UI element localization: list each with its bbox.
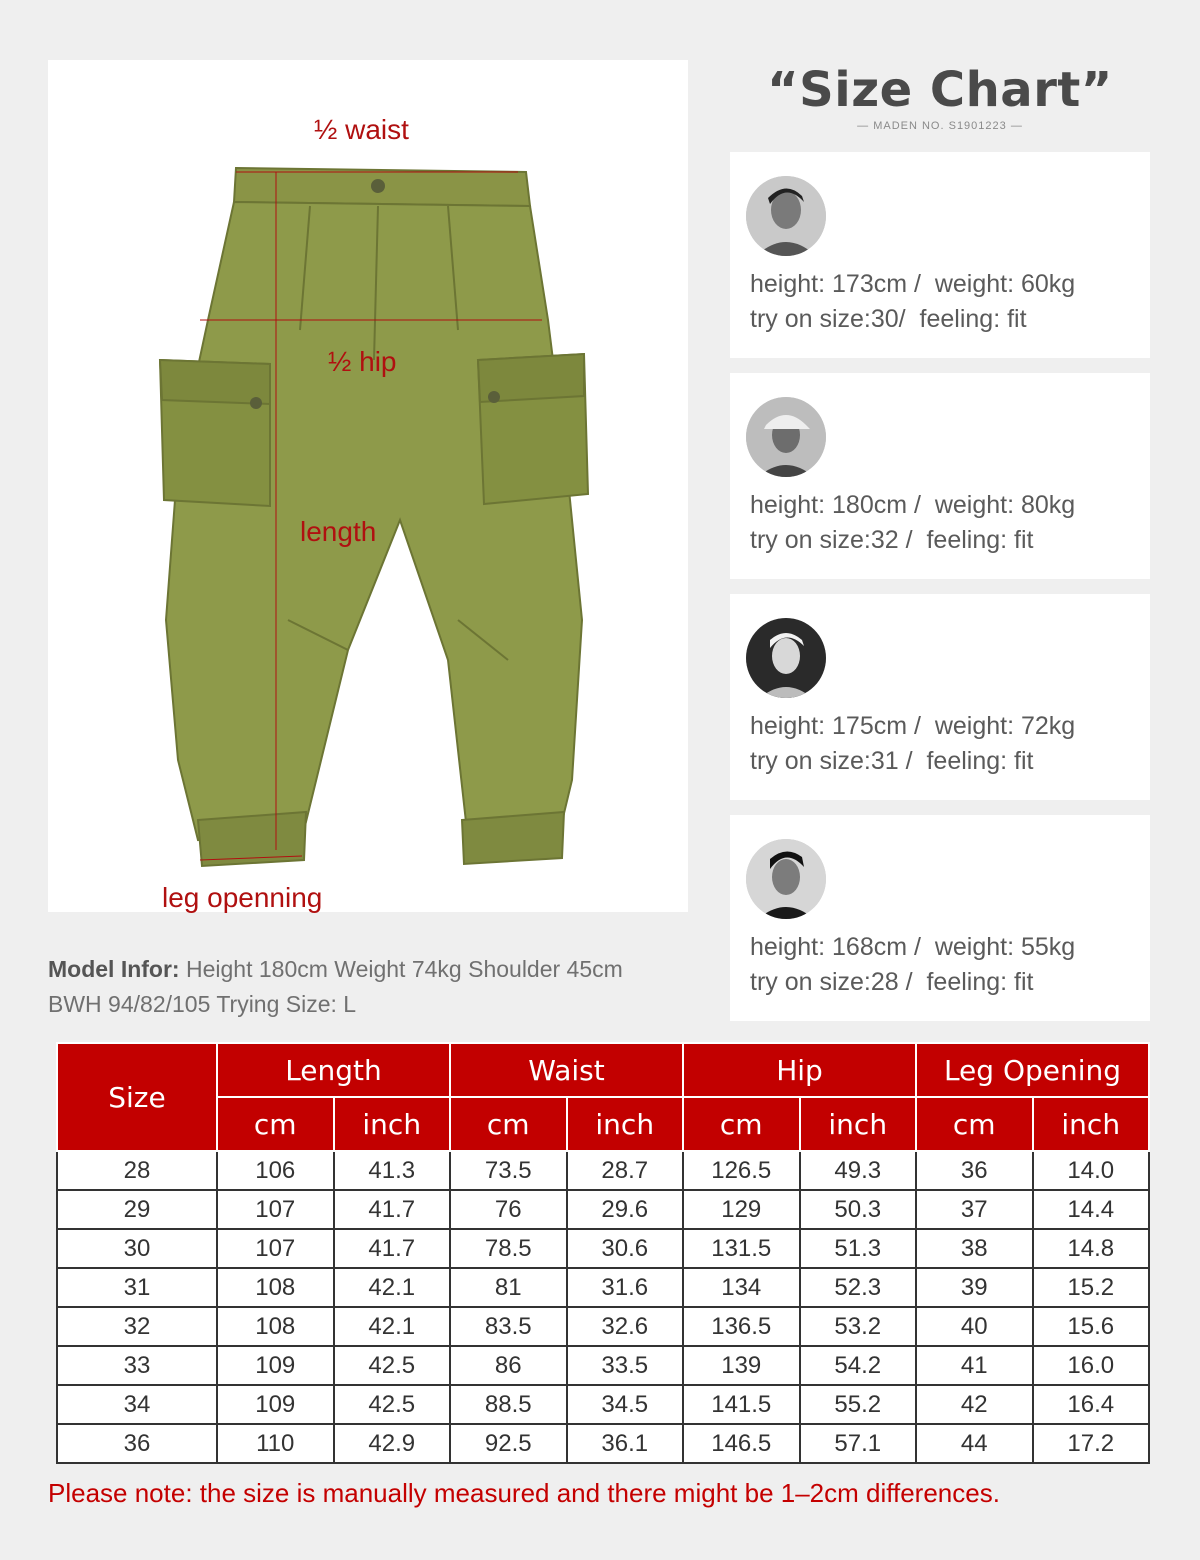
half-waist-label: ½ waist bbox=[314, 114, 409, 145]
measurement-cell: 38 bbox=[916, 1229, 1033, 1268]
measurement-cell: 53.2 bbox=[800, 1307, 917, 1346]
measurement-cell: 131.5 bbox=[683, 1229, 800, 1268]
measurement-cell: 76 bbox=[450, 1190, 567, 1229]
measurement-cell: 28.7 bbox=[567, 1151, 684, 1190]
leg-opening-group-header: Leg Opening bbox=[916, 1043, 1149, 1097]
size-column-header: Size bbox=[57, 1043, 217, 1151]
measurement-cell: 16.0 bbox=[1033, 1346, 1150, 1385]
measurement-cell: 30.6 bbox=[567, 1229, 684, 1268]
leg-opening-label: leg openning bbox=[162, 882, 323, 913]
page-title: “Size Chart” bbox=[767, 62, 1113, 118]
measurement-cell: 39 bbox=[916, 1268, 1033, 1307]
measurement-cell: 16.4 bbox=[1033, 1385, 1150, 1424]
measurement-cell: 40 bbox=[916, 1307, 1033, 1346]
measurement-cell: 73.5 bbox=[450, 1151, 567, 1190]
model-height-weight: height: 175cm / weight: 72kg bbox=[750, 712, 1076, 740]
measurement-cell: 57.1 bbox=[800, 1424, 917, 1463]
unit-header: cm bbox=[450, 1097, 567, 1151]
measurement-cell: 31.6 bbox=[567, 1268, 684, 1307]
measurement-cell: 81 bbox=[450, 1268, 567, 1307]
unit-header: cm bbox=[217, 1097, 334, 1151]
measurement-cell: 42 bbox=[916, 1385, 1033, 1424]
measurement-cell: 107 bbox=[217, 1229, 334, 1268]
table-row bbox=[57, 1190, 1149, 1229]
unit-header: cm bbox=[683, 1097, 800, 1151]
measurement-cell: 42.5 bbox=[334, 1346, 451, 1385]
measurement-cell: 109 bbox=[217, 1346, 334, 1385]
measurement-cell: 34.5 bbox=[567, 1385, 684, 1424]
measurement-cell: 78.5 bbox=[450, 1229, 567, 1268]
measurement-cell: 14.4 bbox=[1033, 1190, 1150, 1229]
measurement-cell: 41 bbox=[916, 1346, 1033, 1385]
model-height-weight: height: 180cm / weight: 80kg bbox=[750, 491, 1076, 519]
model-height-weight: height: 173cm / weight: 60kg bbox=[750, 270, 1076, 298]
measurement-cell: 33.5 bbox=[567, 1346, 684, 1385]
measurement-cell: 41.3 bbox=[334, 1151, 451, 1190]
length-group-header: Length bbox=[217, 1043, 450, 1097]
measurement-cell: 42.5 bbox=[334, 1385, 451, 1424]
model-card bbox=[730, 815, 1150, 1021]
measurement-cell: 32.6 bbox=[567, 1307, 684, 1346]
measurement-cell: 134 bbox=[683, 1268, 800, 1307]
cargo-pants-illustration bbox=[48, 60, 688, 912]
size-note: Please note: the size is manually measured and there might be 1–2cm differences. bbox=[48, 1478, 1000, 1508]
measurement-cell: 41.7 bbox=[334, 1229, 451, 1268]
measurement-cell: 55.2 bbox=[800, 1385, 917, 1424]
table-row bbox=[57, 1307, 1149, 1346]
measurement-cell: 108 bbox=[217, 1268, 334, 1307]
model-avatar-icon bbox=[746, 176, 826, 256]
measurement-cell: 36.1 bbox=[567, 1424, 684, 1463]
measurement-cell: 15.6 bbox=[1033, 1307, 1150, 1346]
unit-header: inch bbox=[800, 1097, 917, 1151]
measurement-cell: 86 bbox=[450, 1346, 567, 1385]
model-info-lead: Model Infor: bbox=[48, 956, 180, 982]
measurement-cell: 126.5 bbox=[683, 1151, 800, 1190]
measurement-cell: 17.2 bbox=[1033, 1424, 1150, 1463]
measurement-cell: 14.8 bbox=[1033, 1229, 1150, 1268]
size-cell: 28 bbox=[57, 1151, 217, 1190]
measurement-cell: 44 bbox=[916, 1424, 1033, 1463]
hip-group-header: Hip bbox=[683, 1043, 916, 1097]
measurement-cell: 42.9 bbox=[334, 1424, 451, 1463]
waist-group-header: Waist bbox=[450, 1043, 683, 1097]
pants-diagram bbox=[48, 60, 688, 912]
measurement-cell: 15.2 bbox=[1033, 1268, 1150, 1307]
size-cell: 33 bbox=[57, 1346, 217, 1385]
size-cell: 34 bbox=[57, 1385, 217, 1424]
measurement-cell: 110 bbox=[217, 1424, 334, 1463]
model-card bbox=[730, 594, 1150, 800]
table-row bbox=[57, 1346, 1149, 1385]
model-height-weight: height: 168cm / weight: 55kg bbox=[750, 933, 1076, 961]
measurement-cell: 88.5 bbox=[450, 1385, 567, 1424]
model-info bbox=[48, 952, 728, 1022]
model-try-on-size: try on size:30/ feeling: fit bbox=[750, 305, 1027, 333]
measurement-cell: 146.5 bbox=[683, 1424, 800, 1463]
measurement-cell: 49.3 bbox=[800, 1151, 917, 1190]
measurement-cell: 109 bbox=[217, 1385, 334, 1424]
model-card bbox=[730, 373, 1150, 579]
table-row bbox=[57, 1385, 1149, 1424]
model-avatar-icon bbox=[746, 397, 826, 477]
model-card bbox=[730, 152, 1150, 358]
measurement-cell: 42.1 bbox=[334, 1307, 451, 1346]
model-try-on-size: try on size:32 / feeling: fit bbox=[750, 526, 1034, 554]
model-try-on-size: try on size:28 / feeling: fit bbox=[750, 968, 1034, 996]
model-avatar-icon bbox=[746, 839, 826, 919]
measurement-cell: 107 bbox=[217, 1190, 334, 1229]
measurement-cell: 14.0 bbox=[1033, 1151, 1150, 1190]
measurement-cell: 42.1 bbox=[334, 1268, 451, 1307]
size-cell: 36 bbox=[57, 1424, 217, 1463]
unit-header: inch bbox=[334, 1097, 451, 1151]
size-table bbox=[56, 1042, 1150, 1464]
measurement-cell: 41.7 bbox=[334, 1190, 451, 1229]
measurement-cell: 92.5 bbox=[450, 1424, 567, 1463]
table-row bbox=[57, 1151, 1149, 1190]
measurement-cell: 51.3 bbox=[800, 1229, 917, 1268]
measurement-cell: 136.5 bbox=[683, 1307, 800, 1346]
measurement-cell: 129 bbox=[683, 1190, 800, 1229]
measurement-cell: 141.5 bbox=[683, 1385, 800, 1424]
size-table-body bbox=[57, 1151, 1149, 1463]
measurement-cell: 36 bbox=[916, 1151, 1033, 1190]
measurement-cell: 50.3 bbox=[800, 1190, 917, 1229]
unit-header: inch bbox=[1033, 1097, 1150, 1151]
model-info-line2: BWH 94/82/105 Trying Size: L bbox=[48, 991, 357, 1017]
measurement-cell: 54.2 bbox=[800, 1346, 917, 1385]
measurement-cell: 83.5 bbox=[450, 1307, 567, 1346]
model-try-on-size: try on size:31 / feeling: fit bbox=[750, 747, 1034, 775]
size-cell: 32 bbox=[57, 1307, 217, 1346]
size-cell: 29 bbox=[57, 1190, 217, 1229]
measurement-cell: 108 bbox=[217, 1307, 334, 1346]
unit-header: inch bbox=[567, 1097, 684, 1151]
model-avatar-icon bbox=[746, 618, 826, 698]
unit-header: cm bbox=[916, 1097, 1033, 1151]
size-cell: 31 bbox=[57, 1268, 217, 1307]
table-row bbox=[57, 1229, 1149, 1268]
model-number: — MADEN NO. S1901223 — bbox=[857, 120, 1023, 132]
model-info-line1: Height 180cm Weight 74kg Shoulder 45cm bbox=[179, 956, 623, 982]
half-hip-label: ½ hip bbox=[328, 346, 397, 377]
measurement-cell: 139 bbox=[683, 1346, 800, 1385]
measurement-cell: 37 bbox=[916, 1190, 1033, 1229]
table-row bbox=[57, 1424, 1149, 1463]
measurement-cell: 29.6 bbox=[567, 1190, 684, 1229]
measurement-cell: 52.3 bbox=[800, 1268, 917, 1307]
size-chart-header bbox=[730, 62, 1150, 132]
measurement-cell: 106 bbox=[217, 1151, 334, 1190]
size-cell: 30 bbox=[57, 1229, 217, 1268]
table-row bbox=[57, 1268, 1149, 1307]
length-label: length bbox=[300, 516, 377, 547]
